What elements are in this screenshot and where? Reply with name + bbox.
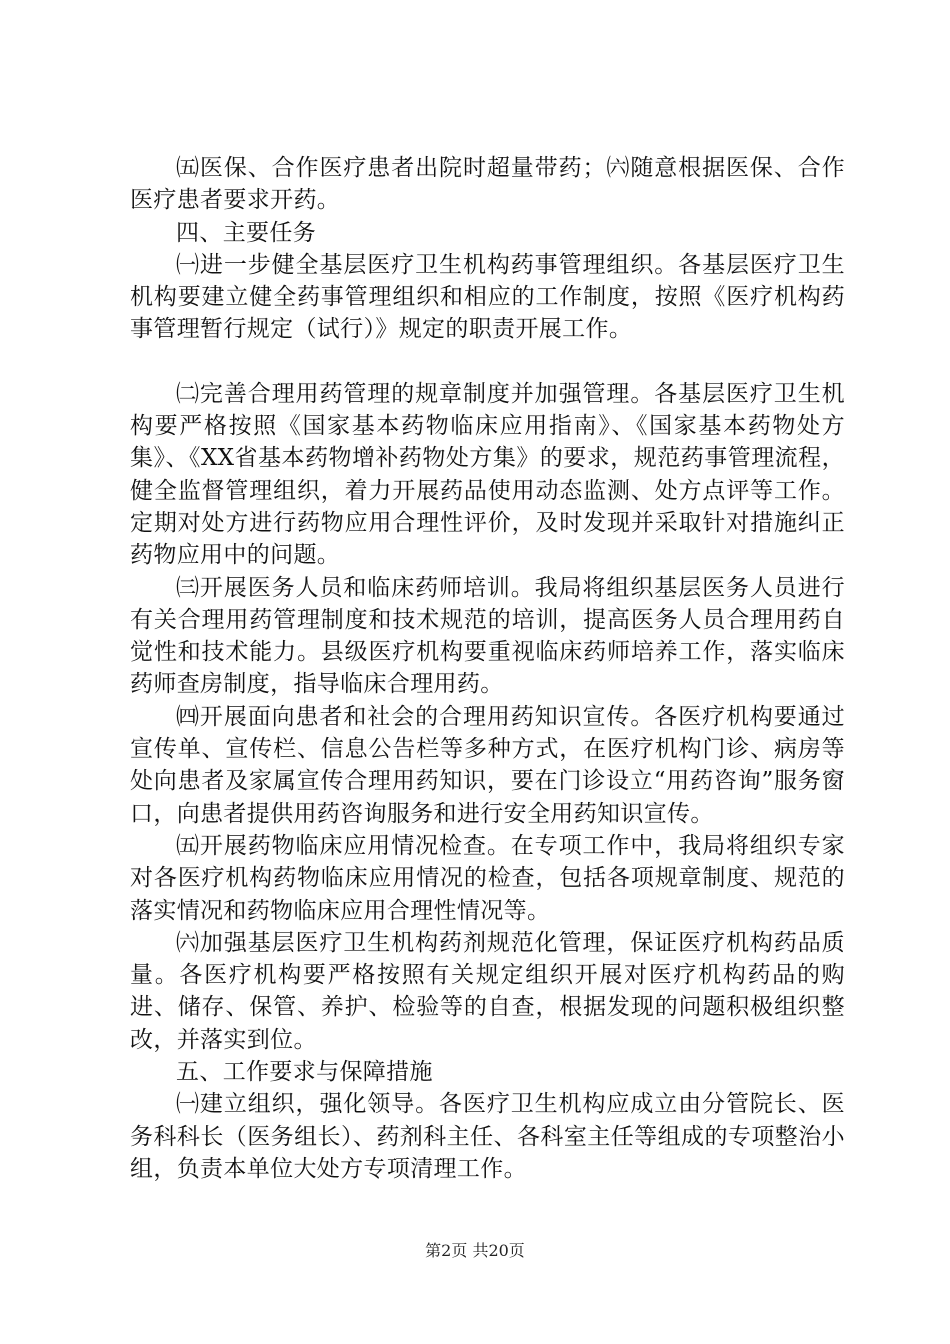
paragraph-task-3: ㈢开展医务人员和临床药师培训。我局将组织基层医务人员进行有关合理用药管理制度和技术规范的培训，提高医务人员合理用药自觉性和技术能力。县级医疗机构要重视临床药师培养工作，落实临床药师查房制度，指导临床合理用药。: [130, 574, 845, 698]
paragraph-requirement-1: ㈠建立组织，强化领导。各医疗卫生机构应成立由分管院长、医务科科长（医务组长）、药剂科主任、各科室主任等组成的专项整治小组，负责本单位大处方专项清理工作。: [130, 1091, 845, 1182]
paragraph-task-4: ㈣开展面向患者和社会的合理用药知识宣传。各医疗机构要通过宣传单、宣传栏、信息公告栏等多种方式，在医疗机构门诊、病房等处向患者及家属宣传合理用药知识，要在门诊设立“用药咨询”服务窗口，向患者提供用药咨询服务和进行安全用药知识宣传。: [130, 703, 845, 827]
paragraph-task-1: ㈠进一步健全基层医疗卫生机构药事管理组织。各基层医疗卫生机构要建立健全药事管理组织和相应的工作制度，按照《医疗机构药事管理暂行规定（试行）》规定的职责开展工作。: [130, 251, 845, 343]
page-number-footer: 第2页 共20页: [425, 1241, 525, 1260]
section-heading-requirements: 五、工作要求与保障措施: [176, 1059, 433, 1086]
section-heading-main-tasks: 四、主要任务: [176, 219, 317, 246]
document-body: [130, 152, 845, 1185]
paragraph-outpatient-drug-issues: ㈤医保、合作医疗患者出院时超量带药；㈥随意根据医保、合作医疗患者要求开药。: [130, 155, 845, 214]
paragraph-task-2: ㈡完善合理用药管理的规章制度并加强管理。各基层医疗卫生机构要严格按照《国家基本药物临床应用指南》、《国家基本药物处方集》、《XX省基本药物增补药物处方集》的要求，规范药事管理流程，健全监督管理组织，着力开展药品使用动态监测、处方点评等工作。定期对处方进行药物应用合理性评价，及时发现并采取针对措施纠正药物应用中的问题。: [130, 380, 845, 569]
paragraph-task-5: ㈤开展药物临床应用情况检查。在专项工作中，我局将组织专家对各医疗机构药物临床应用情况的检查，包括各项规章制度、规范的落实情况和药物临床应用合理性情况等。: [130, 832, 845, 924]
paragraph-task-6: ㈥加强基层医疗卫生机构药剂规范化管理，保证医疗机构药品质量。各医疗机构要严格按照有关规定组织开展对医疗机构药品的购进、储存、保管、养护、检验等的自查，根据发现的问题积极组织整改，并落实到位。: [130, 929, 845, 1053]
